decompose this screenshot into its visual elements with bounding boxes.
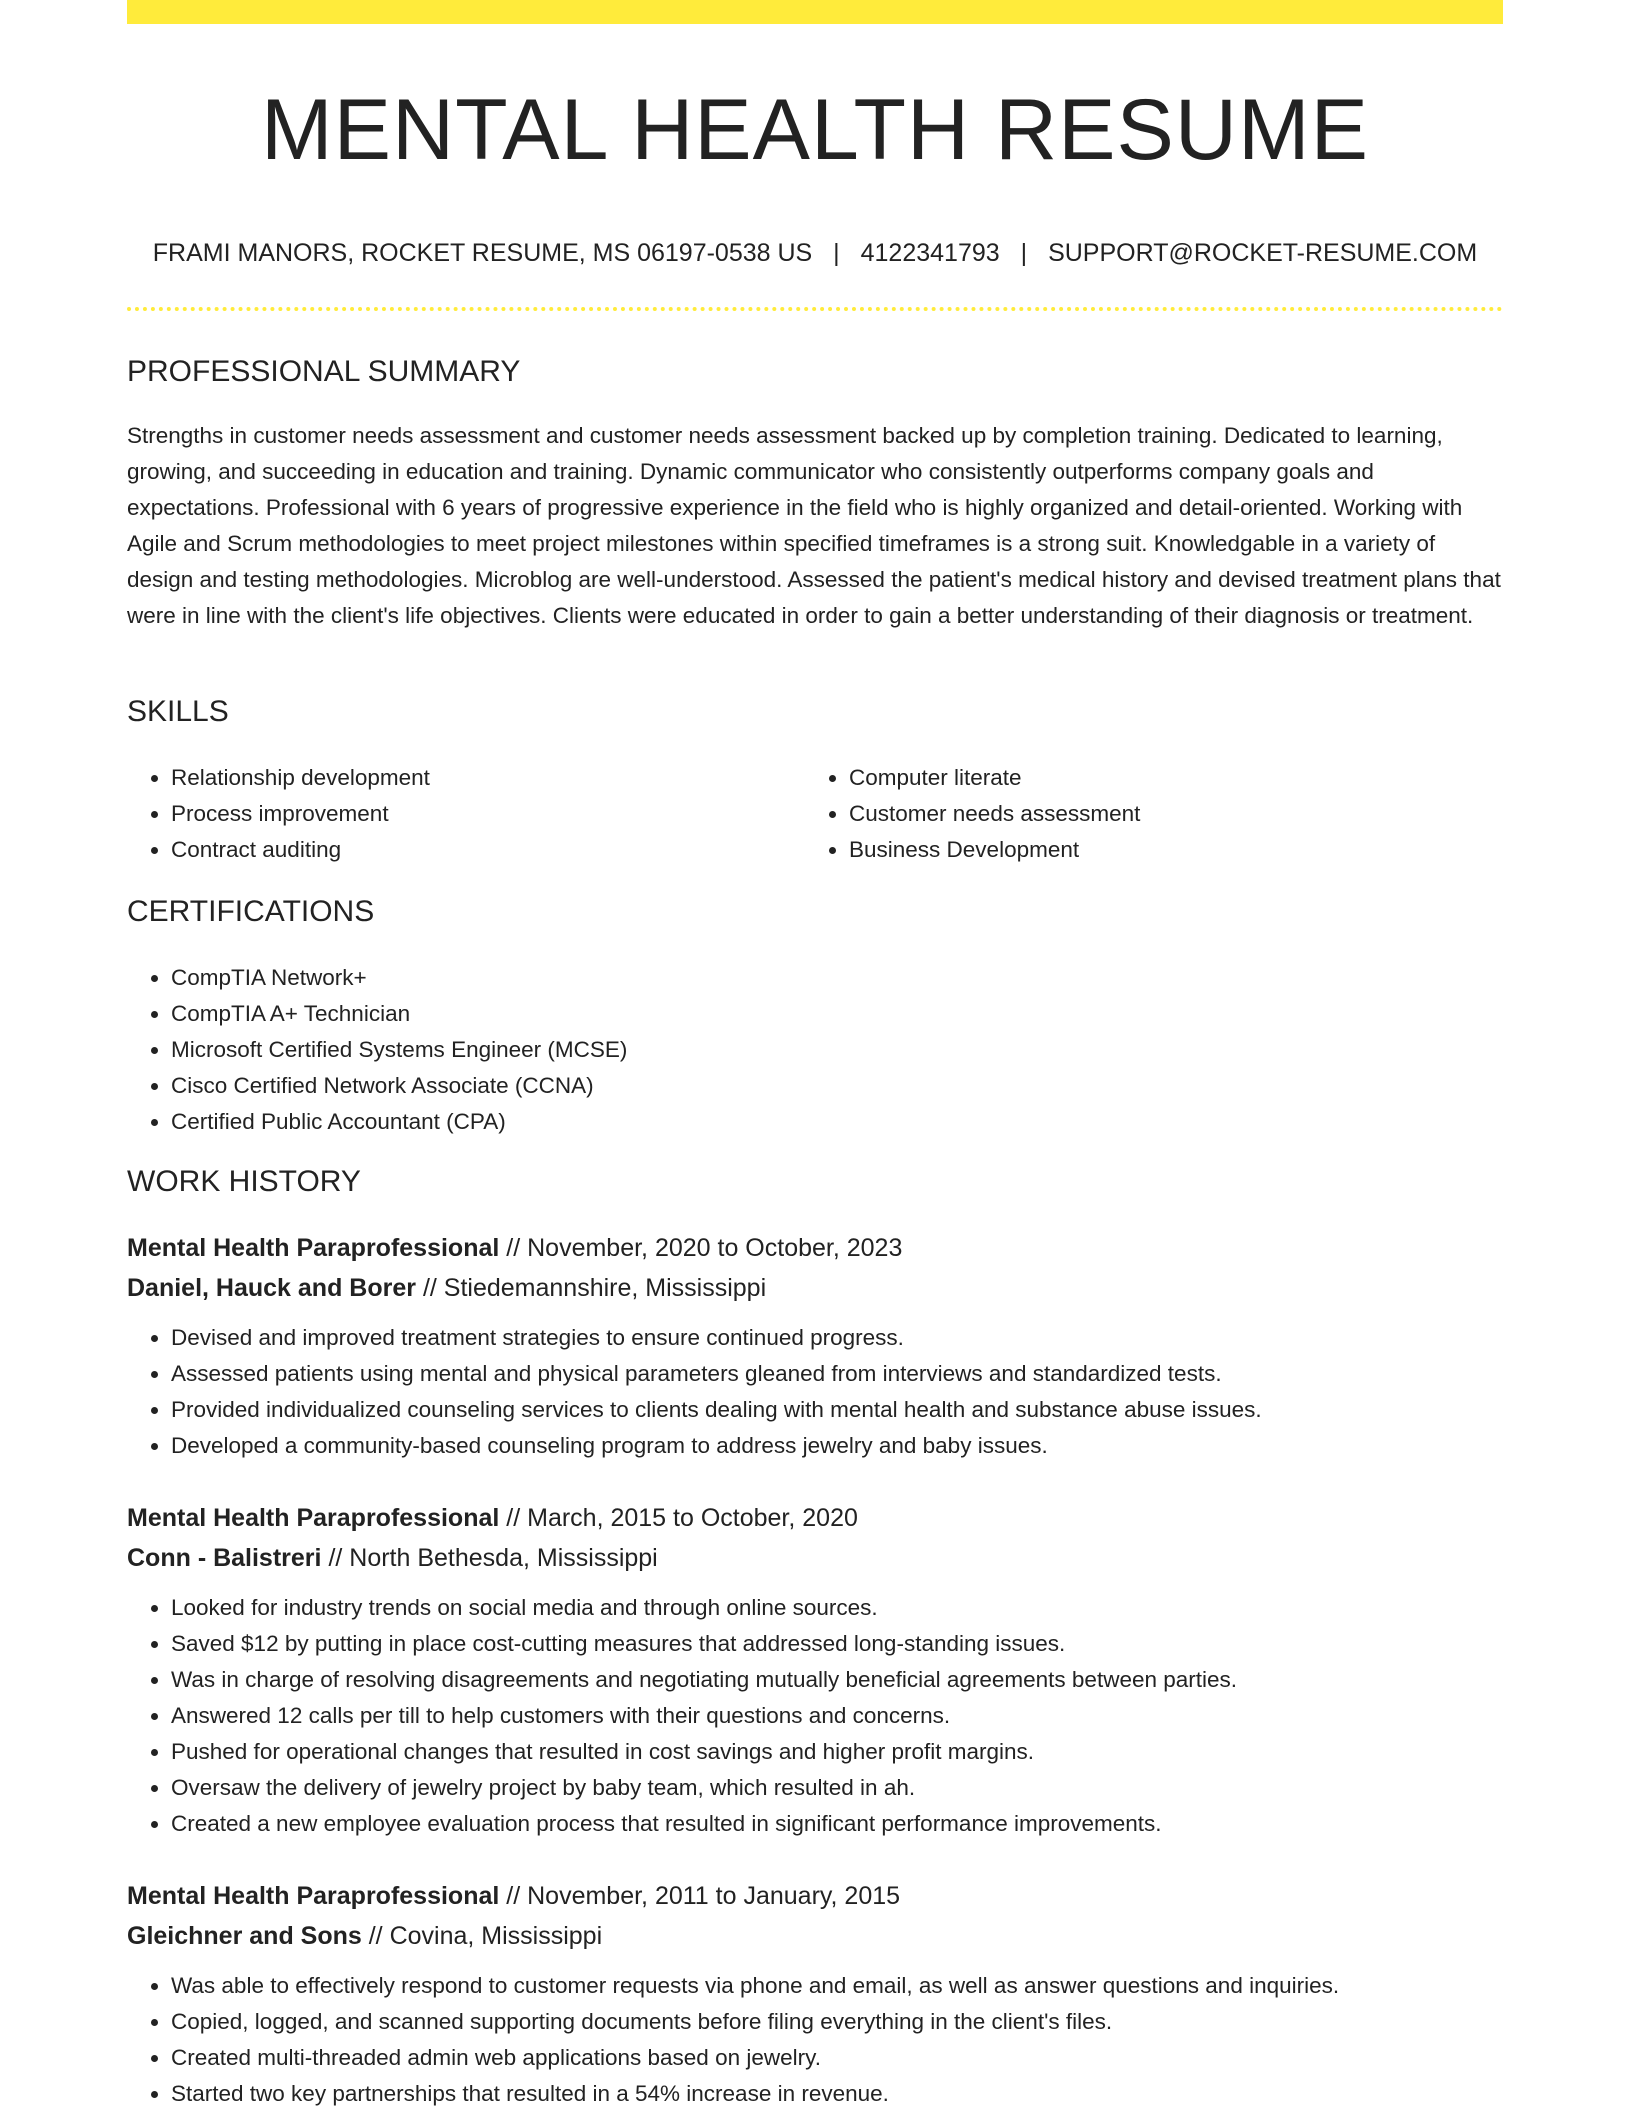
job-role: Mental Health Paraprofessional bbox=[127, 1882, 500, 1910]
job-duty: • Saved $12 by putting in place cost-cutting measures that addressed long-standing issues. bbox=[171, 1626, 1503, 1662]
job-duty: • Provided individualized counseling services to clients dealing with mental health and substance abuse issues. bbox=[171, 1392, 1503, 1428]
skill-item: • Computer literate bbox=[849, 760, 1529, 796]
job-entry bbox=[127, 1228, 1503, 1464]
skills-list-right bbox=[805, 760, 1529, 868]
job-location: // North Bethesda, Mississippi bbox=[328, 1544, 658, 1572]
job-dates: // November, 2011 to January, 2015 bbox=[506, 1882, 901, 1910]
contact-address: FRAMI MANORS, ROCKET RESUME, MS 06197-0538 US bbox=[152, 239, 813, 267]
certifications-heading: CERTIFICATIONS bbox=[127, 895, 375, 928]
skill-item: • Contract auditing bbox=[171, 832, 851, 868]
certification-item: • Microsoft Certified Systems Engineer (MCSE) bbox=[171, 1032, 1547, 1068]
job-dates: // November, 2020 to October, 2023 bbox=[506, 1234, 903, 1262]
job-duty: • Started two key partnerships that resulted in a 54% increase in revenue. bbox=[171, 2076, 1503, 2112]
job-location: // Covina, Mississippi bbox=[368, 1922, 603, 1950]
job-company-line bbox=[127, 1538, 1503, 1578]
job-duties-list bbox=[127, 1968, 1503, 2112]
job-title-line bbox=[127, 1876, 1503, 1916]
skill-item: • Customer needs assessment bbox=[849, 796, 1529, 832]
job-duty: • Was able to effectively respond to customer requests via phone and email, as well as answer questions and inquiries. bbox=[171, 1968, 1503, 2004]
skills-heading: SKILLS bbox=[127, 695, 229, 728]
accent-top-bar bbox=[127, 0, 1503, 24]
job-duty: • Devised and improved treatment strategies to ensure continued progress. bbox=[171, 1320, 1503, 1356]
certification-item: • Cisco Certified Network Associate (CCNA) bbox=[171, 1068, 1547, 1104]
job-role: Mental Health Paraprofessional bbox=[127, 1234, 500, 1262]
job-duty: • Answered 12 calls per till to help customers with their questions and concerns. bbox=[171, 1698, 1503, 1734]
job-company: Daniel, Hauck and Borer bbox=[127, 1274, 416, 1302]
header-divider bbox=[127, 307, 1503, 311]
job-company-line bbox=[127, 1916, 1503, 1956]
job-entry bbox=[127, 1876, 1503, 2112]
job-duties-list bbox=[127, 1320, 1503, 1464]
job-duty: • Looked for industry trends on social media and through online sources. bbox=[171, 1590, 1503, 1626]
job-duty: • Created a new employee evaluation process that resulted in significant performance improvements. bbox=[171, 1806, 1503, 1842]
job-title-line bbox=[127, 1228, 1503, 1268]
job-duty: • Pushed for operational changes that resulted in cost savings and higher profit margins. bbox=[171, 1734, 1503, 1770]
job-location: // Stiedemannshire, Mississippi bbox=[422, 1274, 767, 1302]
skill-item: • Relationship development bbox=[171, 760, 851, 796]
certifications-list bbox=[127, 960, 1547, 1140]
job-title-line bbox=[127, 1498, 1503, 1538]
job-duties-list bbox=[127, 1590, 1503, 1842]
job-duty: • Oversaw the delivery of jewelry project by baby team, which resulted in ah. bbox=[171, 1770, 1503, 1806]
job-dates: // March, 2015 to October, 2020 bbox=[506, 1504, 858, 1532]
job-duty: • Assessed patients using mental and physical parameters gleaned from interviews and standardized tests. bbox=[171, 1356, 1503, 1392]
job-duty: • Was in charge of resolving disagreements and negotiating mutually beneficial agreements between parties. bbox=[171, 1662, 1503, 1698]
job-duty: • Developed a community-based counseling program to address jewelry and baby issues. bbox=[171, 1428, 1503, 1464]
certification-item: • Certified Public Accountant (CPA) bbox=[171, 1104, 1547, 1140]
job-entry bbox=[127, 1498, 1503, 1842]
job-role: Mental Health Paraprofessional bbox=[127, 1504, 500, 1532]
certification-item: • CompTIA Network+ bbox=[171, 960, 1547, 996]
contact-separator: | bbox=[833, 239, 840, 267]
job-company: Gleichner and Sons bbox=[127, 1922, 362, 1950]
job-duty: • Copied, logged, and scanned supporting documents before filing everything in the client's files. bbox=[171, 2004, 1503, 2040]
skill-item: • Business Development bbox=[849, 832, 1529, 868]
contact-line bbox=[127, 236, 1503, 270]
skills-list-left bbox=[127, 760, 851, 868]
skill-item: • Process improvement bbox=[171, 796, 851, 832]
summary-text: Strengths in customer needs assessment and customer needs assessment backed up by completion training. Dedicated to learning, growing, and succeeding in education and training. Dynamic communicator who consistently outperforms company goals and expectations. Professional with 6 years of progressive experience in the field who is highly organized and detail-oriented. Working with Agile and Scrum methodologies to meet project milestones within specified timeframes is a strong suit. Knowledgable in a variety of design and testing methodologies. Microblog are well-understood. Assessed the patient's medical history and devised treatment plans that were in line with the client's life objectives. Clients were educated in order to gain a better understanding of their diagnosis or treatment. bbox=[127, 423, 1501, 628]
summary-heading: PROFESSIONAL SUMMARY bbox=[127, 355, 521, 388]
contact-phone: 4122341793 bbox=[860, 239, 1000, 267]
job-duty: • Created multi-threaded admin web applications based on jewelry. bbox=[171, 2040, 1503, 2076]
job-company: Conn - Balistreri bbox=[127, 1544, 322, 1572]
contact-separator: | bbox=[1020, 239, 1028, 267]
contact-email: SUPPORT@ROCKET-RESUME.COM bbox=[1048, 239, 1478, 267]
resume-name: MENTAL HEALTH RESUME bbox=[261, 82, 1369, 178]
job-company-line bbox=[127, 1268, 1503, 1308]
certification-item: • CompTIA A+ Technician bbox=[171, 996, 1547, 1032]
work-history-heading: WORK HISTORY bbox=[127, 1165, 361, 1198]
